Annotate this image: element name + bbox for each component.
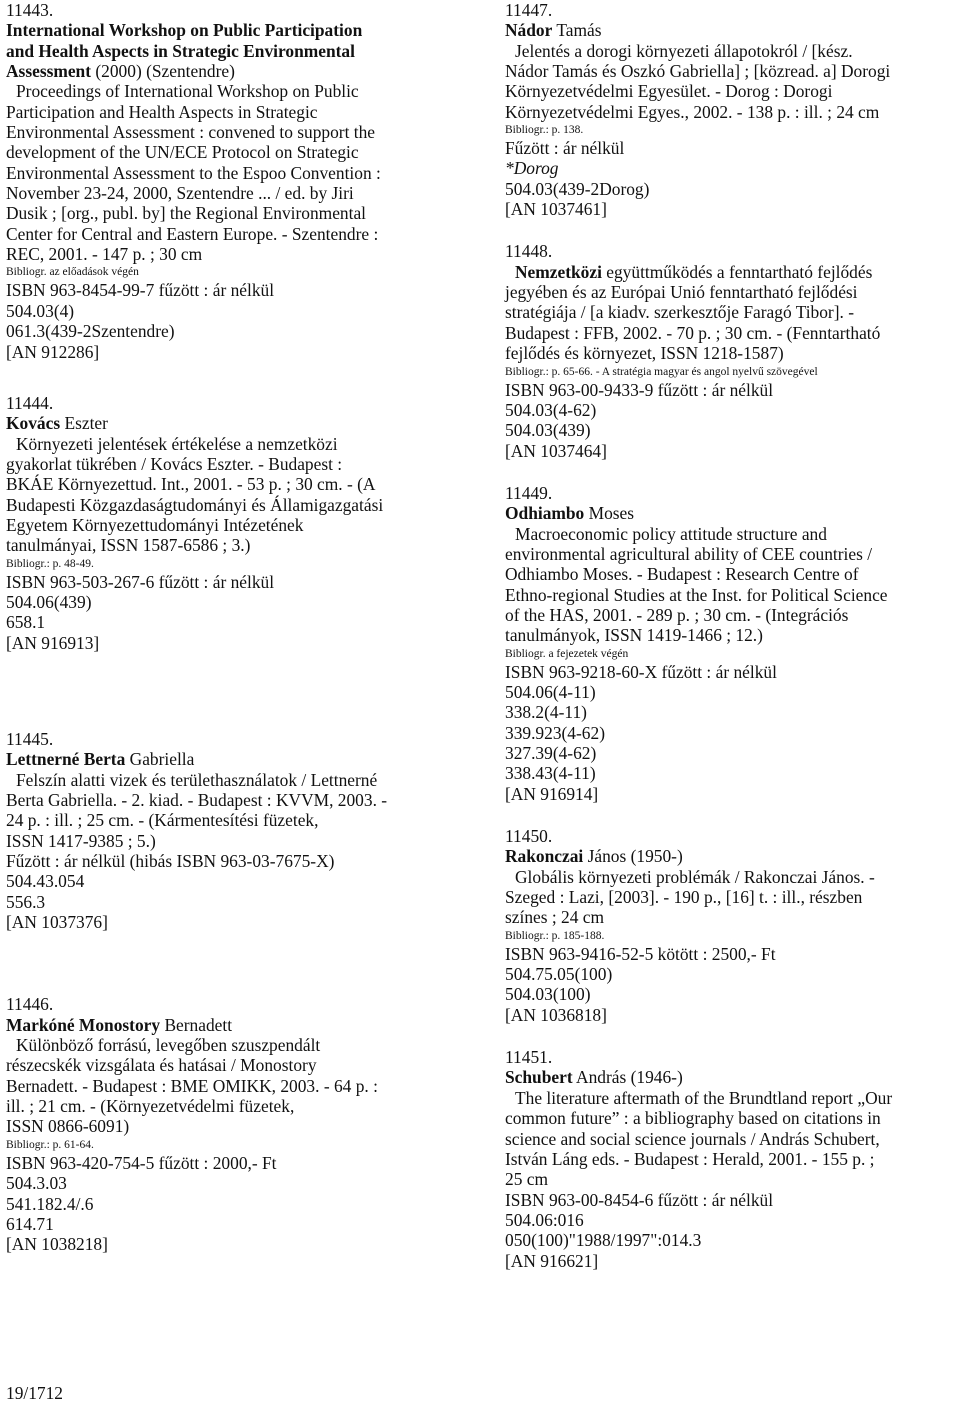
body-line: ISSN 1417-9385 ; 5.): [6, 830, 156, 851]
entry-author: [6, 749, 476, 769]
body-line: Jelentés a dorogi környezeti állapotokról / [kész.: [515, 40, 853, 61]
code-line: ISBN 963-503-267-6 fűzött : ár nélkül: [6, 571, 275, 592]
body-line: Budapesti Közgazdaságtudományi és Államigazgatási: [6, 494, 384, 515]
body-line: Odhiambo Moses. - Budapest : Research Centre of: [505, 564, 859, 585]
right-column: [505, 0, 957, 1271]
code-line: 556.3: [6, 891, 46, 912]
body-line: részecskék vizsgálata és hatásai / Monostory: [6, 1055, 317, 1076]
code-line: 338.43(4-11): [505, 763, 596, 784]
body-line: Egyetem Környezettudományi Intézetének: [6, 514, 304, 535]
author-bold: Kovács: [6, 413, 61, 434]
entry-11445: [6, 729, 476, 932]
page-number: 19/1712: [6, 1383, 64, 1403]
entry-author: [6, 413, 476, 433]
code-line: 338.2(4-11): [505, 702, 587, 723]
heading-bold: Assessment: [6, 61, 92, 82]
code-line: [AN 912286]: [6, 341, 100, 362]
entry-author: [6, 1015, 476, 1035]
entry-11448: [505, 241, 957, 460]
left-column: [6, 0, 476, 1255]
body-line: science and social science journals / András Schubert,: [505, 1128, 880, 1149]
author-bold: Rakonczai: [505, 846, 584, 867]
bibliography-note: Bibliogr.: p. 185-188.: [505, 929, 605, 942]
code-line: Fűzött : ár nélkül (hibás ISBN 963-03-7675-X): [6, 851, 335, 872]
code-line: 504.75.05(100): [505, 964, 613, 985]
code-line: [AN 1037376]: [6, 912, 108, 933]
code-line: ISBN 963-00-8454-6 fűzött : ár nélkül: [505, 1189, 774, 1210]
body-line: Felszín alatti vizek és területhasználatok / Lettnerné: [16, 769, 378, 790]
entry-number: 11443.: [6, 0, 54, 20]
body-line: of the HAS, 2001. - 289 p. ; 30 cm. - (Integrációs: [505, 604, 849, 625]
author-rest: Moses: [584, 503, 635, 524]
code-line: 339.923(4-62): [505, 722, 605, 743]
body-line: Environmental Assessment : convened to support the: [6, 122, 376, 143]
body-line: Participation and Health Aspects in Strategic: [6, 101, 318, 122]
body-line: Globális környezeti problémák / Rakonczai János. -: [515, 866, 875, 887]
code-line: 614.71: [6, 1213, 54, 1234]
bibliography-note: Bibliogr.: p. 48-49.: [6, 557, 94, 570]
body-line: common future” : a bibliography based on citations in: [505, 1108, 881, 1129]
body-line: stratégiája / [a kiadv. szerkesztője Faragó Tibor]. -: [505, 302, 854, 323]
author-bold: Markóné Monostory: [6, 1014, 161, 1035]
body-line: fejlődés és környezet, ISSN 1218-1587): [505, 343, 784, 364]
body-line: Budapest : FFB, 2002. - 70 p. ; 30 cm. - (Fenntartható: [505, 322, 881, 343]
code-line: [AN 1037461]: [505, 199, 607, 220]
body-line: Környezetvédelmi Egyesület. - Dorog : Dorogi: [505, 81, 833, 102]
bibliography-note: Bibliogr.: p. 138.: [505, 124, 584, 137]
body-line: ill. ; 21 cm. - (Környezetvédelmi füzetek,: [6, 1096, 295, 1117]
entry-number: 11448.: [505, 241, 553, 262]
body-line: Dusik ; [org., publ. by] the Regional Environmental: [6, 203, 366, 224]
entry-number: 11449.: [505, 482, 553, 503]
author-rest: Gabriella: [125, 749, 195, 770]
code-line: 050(100)"1988/1997":014.3: [505, 1230, 702, 1251]
entry-heading-line: [6, 61, 476, 81]
author-rest: János (1950-): [583, 846, 683, 867]
subject-line: *Dorog: [505, 158, 559, 179]
body-line: REC, 2001. - 147 p. ; 30 cm: [6, 244, 203, 265]
author-bold: Lettnerné Berta: [6, 749, 126, 770]
entry-author: [505, 846, 957, 866]
code-line: ISBN 963-420-754-5 fűzött : 2000,- Ft: [6, 1152, 277, 1173]
body-line: színes ; 24 cm: [505, 907, 605, 928]
body-line: Proceedings of International Workshop on Public: [16, 81, 359, 102]
entry-author: [505, 503, 957, 523]
title-rest: együttműködés a fenntartható fejlődés: [601, 261, 873, 282]
code-line: ISBN 963-9416-52-5 kötött : 2500,- Ft: [505, 943, 776, 964]
code-line: [AN 916913]: [6, 632, 100, 653]
entry-heading-line: International Workshop on Public Participation: [6, 20, 363, 41]
entry-title: [505, 262, 957, 282]
body-line: Környezetvédelmi Egyes., 2002. - 138 p. : ill. ; 24 cm: [505, 101, 880, 122]
body-line: Bernadett. - Budapest : BME OMIKK, 2003. - 64 p. :: [6, 1075, 378, 1096]
bibliography-note: Bibliogr. a fejezetek végén: [505, 647, 629, 660]
body-line: gyakorlat tükrében / Kovács Eszter. - Budapest :: [6, 453, 343, 474]
bibliography-note: Bibliogr.: p. 65-66. - A stratégia magyar és angol nyelvű szövegével: [505, 365, 818, 378]
bibliography-note: Bibliogr. az előadások végén: [6, 266, 139, 279]
entry-11451: [505, 1047, 957, 1271]
author-rest: Bernadett: [160, 1014, 233, 1035]
body-line: Szeged : Lazi, [2003]. - 190 p., [16] t. : ill., részben: [505, 887, 863, 908]
body-line: Ethno-regional Studies at the Inst. for Political Science: [505, 584, 888, 605]
code-line: 504.03(439): [505, 420, 591, 441]
author-bold: Schubert: [505, 1067, 573, 1088]
code-line: 061.3(439-2Szentendre): [6, 321, 175, 342]
author-rest: András (1946-): [572, 1067, 683, 1088]
body-line: development of the UN/ECE Protocol on Strategic: [6, 142, 359, 163]
body-line: 24 p. : ill. ; 25 cm. - (Kármentesítési füzetek,: [6, 810, 319, 831]
entry-11444: [6, 393, 476, 653]
body-line: Környezeti jelentések értékelése a nemzetközi: [16, 433, 338, 454]
code-line: 504.03(439-2Dorog): [505, 178, 650, 199]
entry-author: [505, 20, 957, 40]
body-line: ISSN 0866-6091): [6, 1116, 130, 1137]
author-rest: Tamás: [552, 20, 602, 41]
entry-11443: [6, 0, 476, 362]
author-bold: Nádor: [505, 20, 553, 41]
code-line: 504.3.03: [6, 1173, 67, 1194]
entry-11449: [505, 483, 957, 804]
code-line: 327.39(4-62): [505, 743, 597, 763]
body-line: 25 cm: [505, 1169, 548, 1190]
code-line: [AN 1038218]: [6, 1234, 108, 1255]
entry-11446: [6, 994, 476, 1254]
body-line: jegyében és az Európai Unió fenntartható fejlődési: [505, 282, 858, 303]
code-line: 504.06(4-11): [505, 681, 596, 702]
entry-number: 11447.: [505, 0, 553, 20]
author-rest: Eszter: [60, 413, 108, 434]
body-line: The literature aftermath of the Brundtland report „Our: [515, 1087, 893, 1108]
price-line: Fűzött : ár nélkül: [505, 138, 625, 159]
body-line: tanulmányok, ISSN 1419-1466 ; 12.): [505, 625, 763, 646]
heading-rest: (2000) (Szentendre): [91, 61, 235, 82]
body-line: Különböző forrású, levegőben szuszpendált: [16, 1035, 321, 1056]
entry-number: 11445.: [6, 728, 54, 749]
code-line: 658.1: [6, 612, 46, 633]
entry-author: [505, 1067, 957, 1087]
code-line: ISBN 963-8454-99-7 fűzött : ár nélkül: [6, 280, 275, 301]
code-line: [AN 916621]: [505, 1250, 599, 1271]
body-line: Environmental Assessment to the Espoo Convention :: [6, 162, 381, 183]
body-line: Center for Central and Eastern Europe. - Szentendre :: [6, 223, 379, 244]
author-bold: Odhiambo: [505, 503, 585, 524]
code-line: 504.43.054: [6, 871, 85, 892]
body-line: Macroeconomic policy attitude structure and: [515, 523, 827, 544]
entry-number: 11444.: [6, 392, 54, 413]
bibliography-note: Bibliogr.: p. 61-64.: [6, 1138, 94, 1151]
code-line: ISBN 963-9218-60-X fűzött : ár nélkül: [505, 661, 777, 682]
code-line: 504.03(4-62): [505, 399, 597, 420]
code-line: [AN 1037464]: [505, 440, 607, 461]
entry-11450: [505, 826, 957, 1025]
title-bold: Nemzetközi: [515, 261, 602, 282]
body-line: István Láng eds. - Budapest : Herald, 2001. - 155 p. ;: [505, 1148, 875, 1169]
code-line: ISBN 963-00-9433-9 fűzött : ár nélkül: [505, 379, 774, 400]
body-line: tanulmányai, ISSN 1587-6586 ; 3.): [6, 535, 251, 556]
body-line: BKÁE Környezettud. Int., 2001. - 53 p. ; 30 cm. - (A: [6, 474, 376, 495]
entry-number: 11450.: [505, 826, 553, 847]
code-line: 504.06:016: [505, 1209, 584, 1230]
code-line: 504.03(100): [505, 984, 591, 1005]
code-line: [AN 916914]: [505, 783, 599, 804]
body-line: November 23-24, 2000, Szentendre ... / ed. by Jiri: [6, 183, 354, 204]
code-line: 504.06(439): [6, 591, 92, 612]
code-line: [AN 1036818]: [505, 1004, 607, 1025]
code-line: 504.03(4): [6, 300, 75, 321]
body-line: Nádor Tamás és Oszkó Gabriella] ; [közread. a] Dorogi: [505, 61, 891, 82]
entry-number: 11446.: [6, 994, 54, 1015]
body-line: Berta Gabriella. - 2. kiad. - Budapest : KVVM, 2003. -: [6, 790, 388, 810]
entry-heading-line: and Health Aspects in Strategic Environmental: [6, 40, 355, 61]
code-line: 541.182.4/.6: [6, 1193, 94, 1214]
body-line: environmental agricultural ability of CEE countries /: [505, 543, 873, 564]
entry-number: 11451.: [505, 1047, 553, 1068]
entry-11447: [505, 0, 957, 219]
